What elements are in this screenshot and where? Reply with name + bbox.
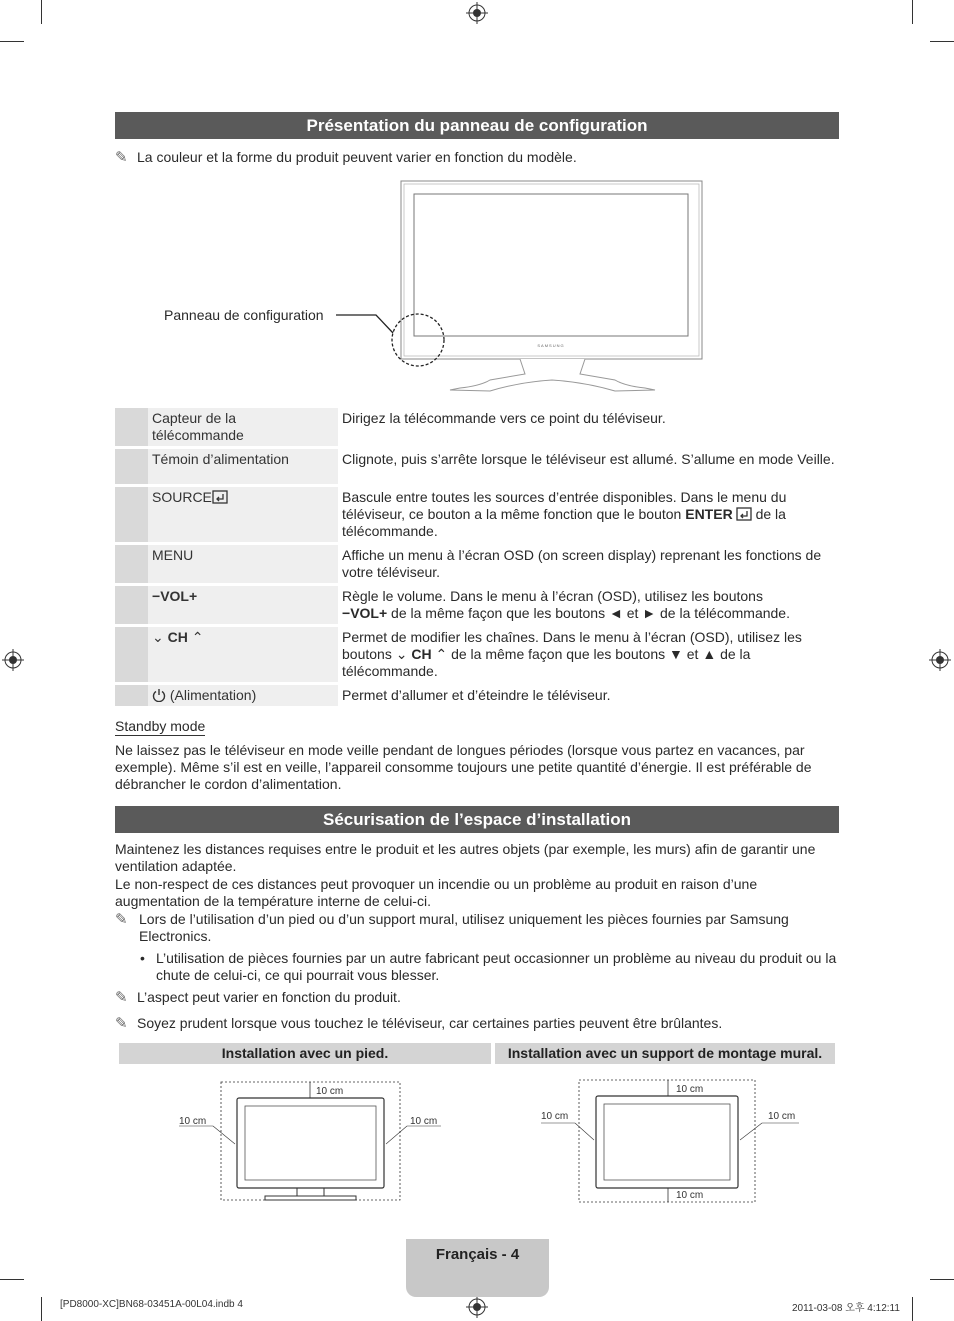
- bullet-other-parts: • L’utilisation de pièces fournies par un autre fabricant peut occasionner un problème au niveau du produit ou la chute de celui-ci, ce qui pourrait vous blesser.: [140, 950, 837, 983]
- table-row: [115, 408, 839, 448]
- table-row: [115, 684, 839, 708]
- tv-brand-logo: SAMSUNG: [537, 343, 565, 348]
- standby-text: Ne laissez pas le téléviseur en mode veille pendant de longues périodes (lorsque vous partez en vacances, par exemple). Même s’il est en veille, l’appareil consomme toujours une petite quantité d’énergie. Il est préférable de débrancher le cordon d’alimentation.: [115, 742, 812, 792]
- tv-front-illustration: [160, 178, 720, 398]
- registration-mark-icon: [466, 2, 488, 24]
- crop-mark: [912, 1297, 913, 1321]
- control-name: Capteur de la télécommande: [148, 408, 338, 448]
- control-name: MENU: [148, 544, 338, 585]
- control-desc: Règle le volume. Dans le menu à l’écran (OSD), utilisez les boutons −VOL+ de la même façon que les boutons ◄ et ► de la télécommande.: [342, 588, 790, 621]
- note-pencil-icon: ✎: [115, 989, 128, 1006]
- standby-title: Standby mode: [115, 718, 206, 734]
- control-desc: Dirigez la télécommande vers ce point du téléviseur.: [342, 410, 666, 426]
- svg-text:10 cm: 10 cm: [541, 1111, 569, 1122]
- minus-icon: −: [342, 605, 351, 621]
- table-row: [115, 585, 839, 626]
- crop-mark: [41, 0, 42, 24]
- page-number-tab: Français - 4: [406, 1239, 549, 1297]
- header-wall-install: Installation avec un support de montage mural.: [495, 1043, 835, 1064]
- wall-install-diagram: [538, 1076, 803, 1204]
- paragraph-distances: Maintenez les distances requises entre le produit et les autres objets (par exemple, les murs) afin de garantir une ventilation adaptée.: [115, 841, 816, 874]
- control-name: Témoin d’alimentation: [148, 448, 338, 486]
- chevron-down-icon: ⌄: [395, 646, 408, 662]
- control-name-power: (Alimentation): [148, 684, 338, 708]
- registration-mark-icon: [2, 649, 24, 671]
- table-row: [115, 486, 839, 544]
- crop-mark: [930, 41, 954, 42]
- section-title-installation-space: Sécurisation de l’espace d’installation: [115, 806, 839, 833]
- svg-text:10 cm: 10 cm: [316, 1086, 344, 1097]
- registration-mark-icon: [929, 649, 951, 671]
- control-name-vol: −VOL+: [148, 585, 338, 626]
- svg-text:10 cm: 10 cm: [768, 1111, 796, 1122]
- control-desc: Affiche un menu à l’écran OSD (on screen display) reprenant les fonctions de votre téléviseur.: [342, 547, 822, 580]
- header-stand-install: Installation avec un pied.: [119, 1043, 491, 1064]
- crop-mark: [41, 1297, 42, 1321]
- registration-mark-icon: [466, 1296, 488, 1318]
- control-panel-table: [115, 408, 839, 709]
- control-name-source: SOURCE: [148, 486, 338, 544]
- enter-icon: [736, 507, 752, 521]
- svg-text:10 cm: 10 cm: [676, 1190, 704, 1201]
- control-desc: Clignote, puis s’arrête lorsque le téléviseur est allumé. S’allume en mode Veille.: [342, 451, 835, 467]
- file-slug: [PD8000-XC]BN68-03451A-00L04.indb 4: [60, 1299, 243, 1310]
- table-row: [115, 448, 839, 486]
- chevron-up-icon: ⌃: [435, 646, 448, 662]
- crop-mark: [0, 41, 24, 42]
- plus-icon: +: [378, 605, 388, 621]
- control-desc: Permet de modifier les chaînes. Dans le menu à l’écran (OSD), utilisez les boutons ⌄ CH ⌃ de la même façon que les boutons ▼ et ▲ de la télécommande.: [342, 629, 802, 679]
- table-row: [115, 544, 839, 585]
- table-row: [115, 626, 839, 684]
- crop-mark: [930, 1279, 954, 1280]
- stand-install-diagram: [175, 1078, 445, 1203]
- source-enter-icon: [212, 490, 228, 504]
- crop-mark: [912, 0, 913, 24]
- chevron-up-icon: ⌃: [191, 629, 204, 645]
- note-hot-parts: ✎ Soyez prudent lorsque vous touchez le téléviseur, car certaines parties peuvent être brûlantes.: [115, 1015, 723, 1032]
- power-icon: [152, 688, 166, 702]
- note-appearance: ✎ L’aspect peut varier en fonction du produit.: [115, 989, 401, 1006]
- callout-label-control-panel: Panneau de configuration: [164, 307, 324, 323]
- control-desc: Permet d’allumer et d’éteindre le téléviseur.: [342, 687, 611, 703]
- paragraph-risk: Le non-respect de ces distances peut provoquer un incendie ou un problème au produit en raison d’une augmentation de la température interne de celui-ci.: [115, 876, 758, 909]
- plus-icon: +: [188, 588, 198, 604]
- svg-text:10 cm: 10 cm: [410, 1116, 438, 1127]
- minus-icon: −: [152, 588, 161, 604]
- note-pencil-icon: ✎: [115, 149, 128, 166]
- svg-text:10 cm: 10 cm: [179, 1116, 207, 1127]
- date-slug: 2011-03-08 오후 4:12:11: [792, 1303, 900, 1314]
- note-color-shape: ✎ La couleur et la forme du produit peuvent varier en fonction du modèle.: [115, 149, 577, 166]
- chevron-down-icon: ⌄: [152, 629, 164, 645]
- control-desc: Bascule entre toutes les sources d’entrée disponibles. Dans le menu du téléviseur, ce bouton a la même fonction que le bouton ENTER de la télécommande.: [342, 489, 787, 539]
- bullet-icon: •: [140, 950, 145, 966]
- section-title-control-panel: Présentation du panneau de configuration: [115, 112, 839, 139]
- note-stand-parts: ✎ Lors de l’utilisation d’un pied ou d’un support mural, utilisez uniquement les pièces fournies par Samsung Electronics.: [115, 911, 789, 944]
- crop-mark: [0, 1279, 24, 1280]
- note-pencil-icon: ✎: [115, 1015, 128, 1032]
- note-pencil-icon: ✎: [115, 911, 128, 928]
- control-name-ch: ⌄ CH ⌃: [148, 626, 338, 684]
- svg-text:10 cm: 10 cm: [676, 1084, 704, 1095]
